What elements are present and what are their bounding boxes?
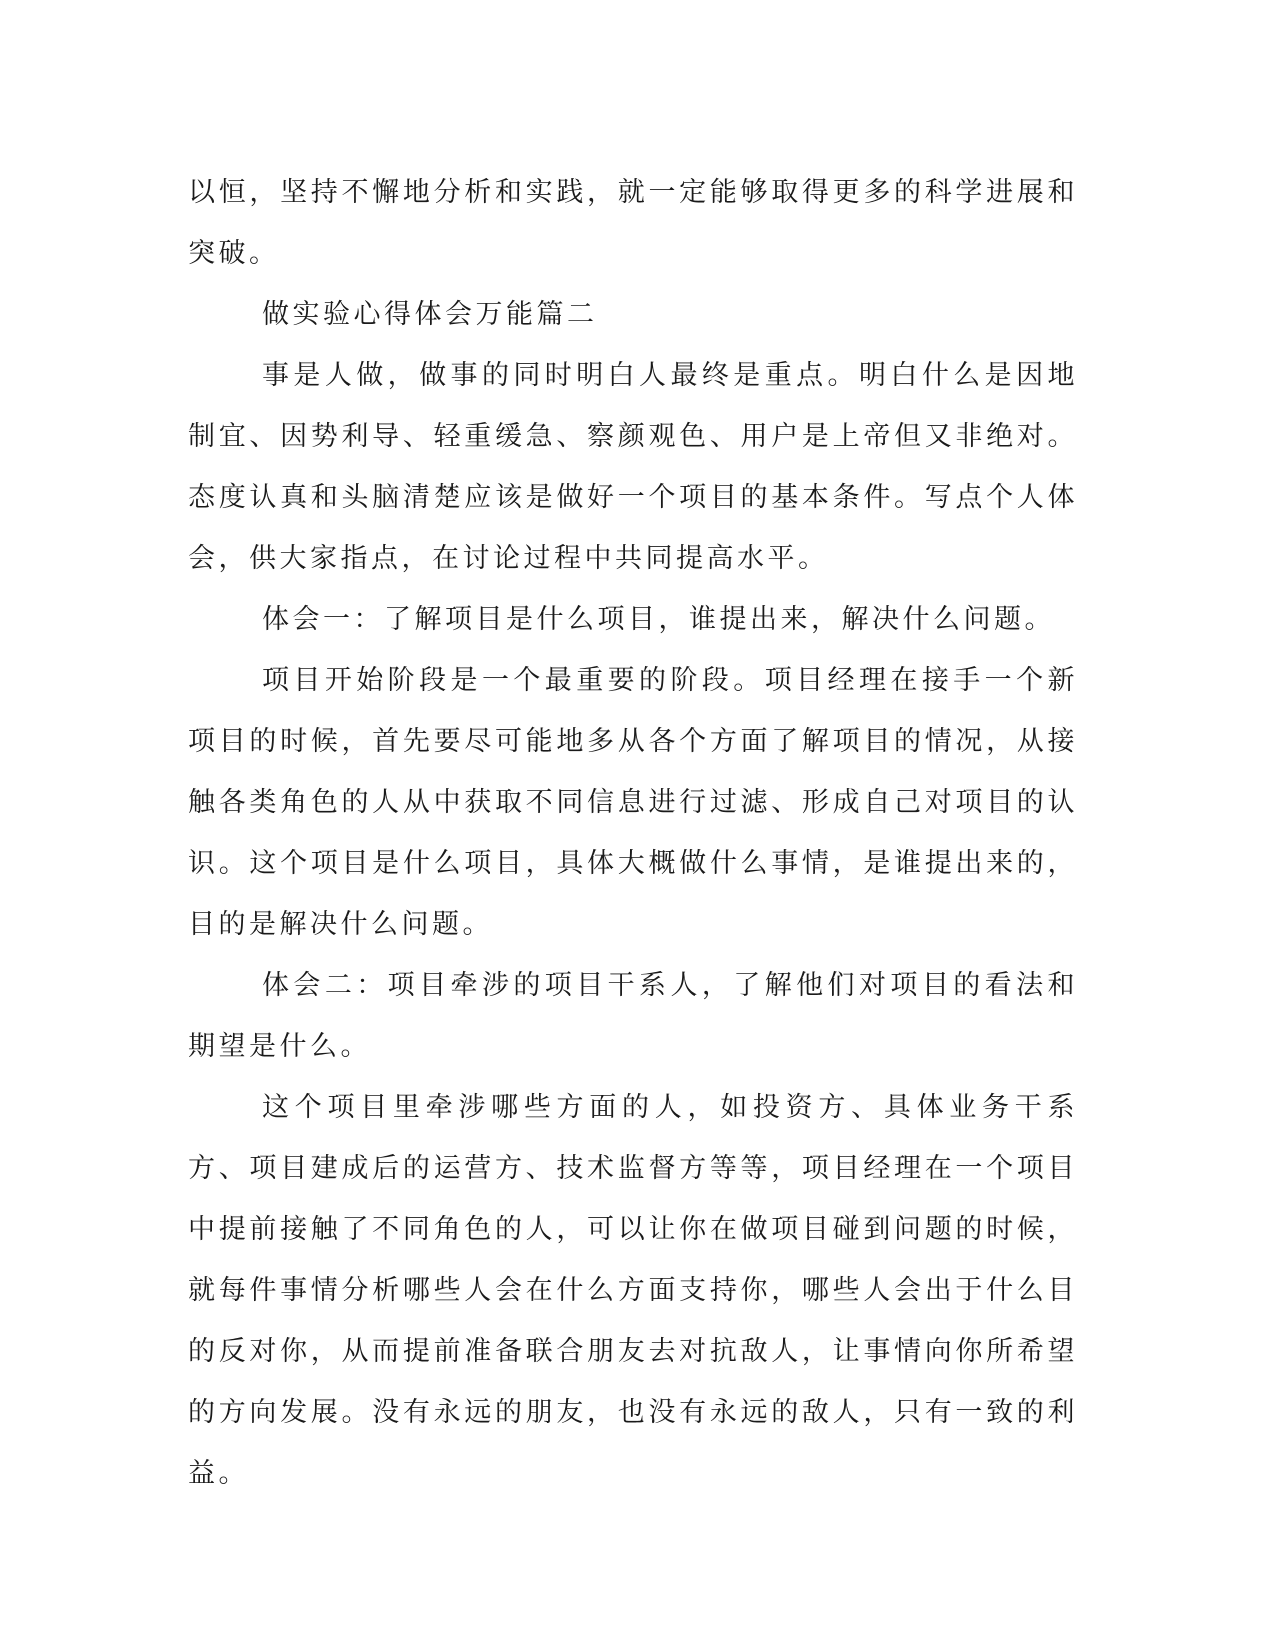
paragraph-intro: 事是人做，做事的同时明白人最终是重点。明白什么是因地制宜、因势利导、轻重缓急、察颜观色、用户是上帝但又非绝对。态度认真和头脑清楚应该是做好一个项目的基本条件。写点个人体会，供大家指点，在讨论过程中共同提高水平。 [188,360,1078,574]
insight-one-body: 项目开始阶段是一个最重要的阶段。项目经理在接手一个新项目的时候，首先要尽可能地多从各个方面了解项目的情况，从接触各类角色的人从中获取不同信息进行过滤、形成自己对项目的认识。这个项目是什么项目，具体大概做什么事情，是谁提出来的，目的是解决什么问题。 [188,665,1078,940]
insight-one-heading: 体会一：了解项目是什么项目，谁提出来，解决什么问题。 [262,604,1055,635]
insight-two-heading: 体会二：项目牵涉的项目干系人，了解他们对项目的看法和期望是什么。 [188,970,1078,1062]
paragraph-continuation: 以恒，坚持不懈地分析和实践，就一定能够取得更多的科学进展和突破。 [188,177,1078,269]
document-body [188,162,1078,1504]
section-heading: 做实验心得体会万能篇二 [262,299,598,330]
insight-two-body: 这个项目里牵涉哪些方面的人，如投资方、具体业务干系方、项目建成后的运营方、技术监督方等等，项目经理在一个项目中提前接触了不同角色的人，可以让你在做项目碰到问题的时候，就每件事情分析哪些人会在什么方面支持你，哪些人会出于什么目的反对你，从而提前准备联合朋友去对抗敌人，让事情向你所希望的方向发展。没有永远的朋友，也没有永远的敌人，只有一致的利益。 [188,1092,1078,1489]
